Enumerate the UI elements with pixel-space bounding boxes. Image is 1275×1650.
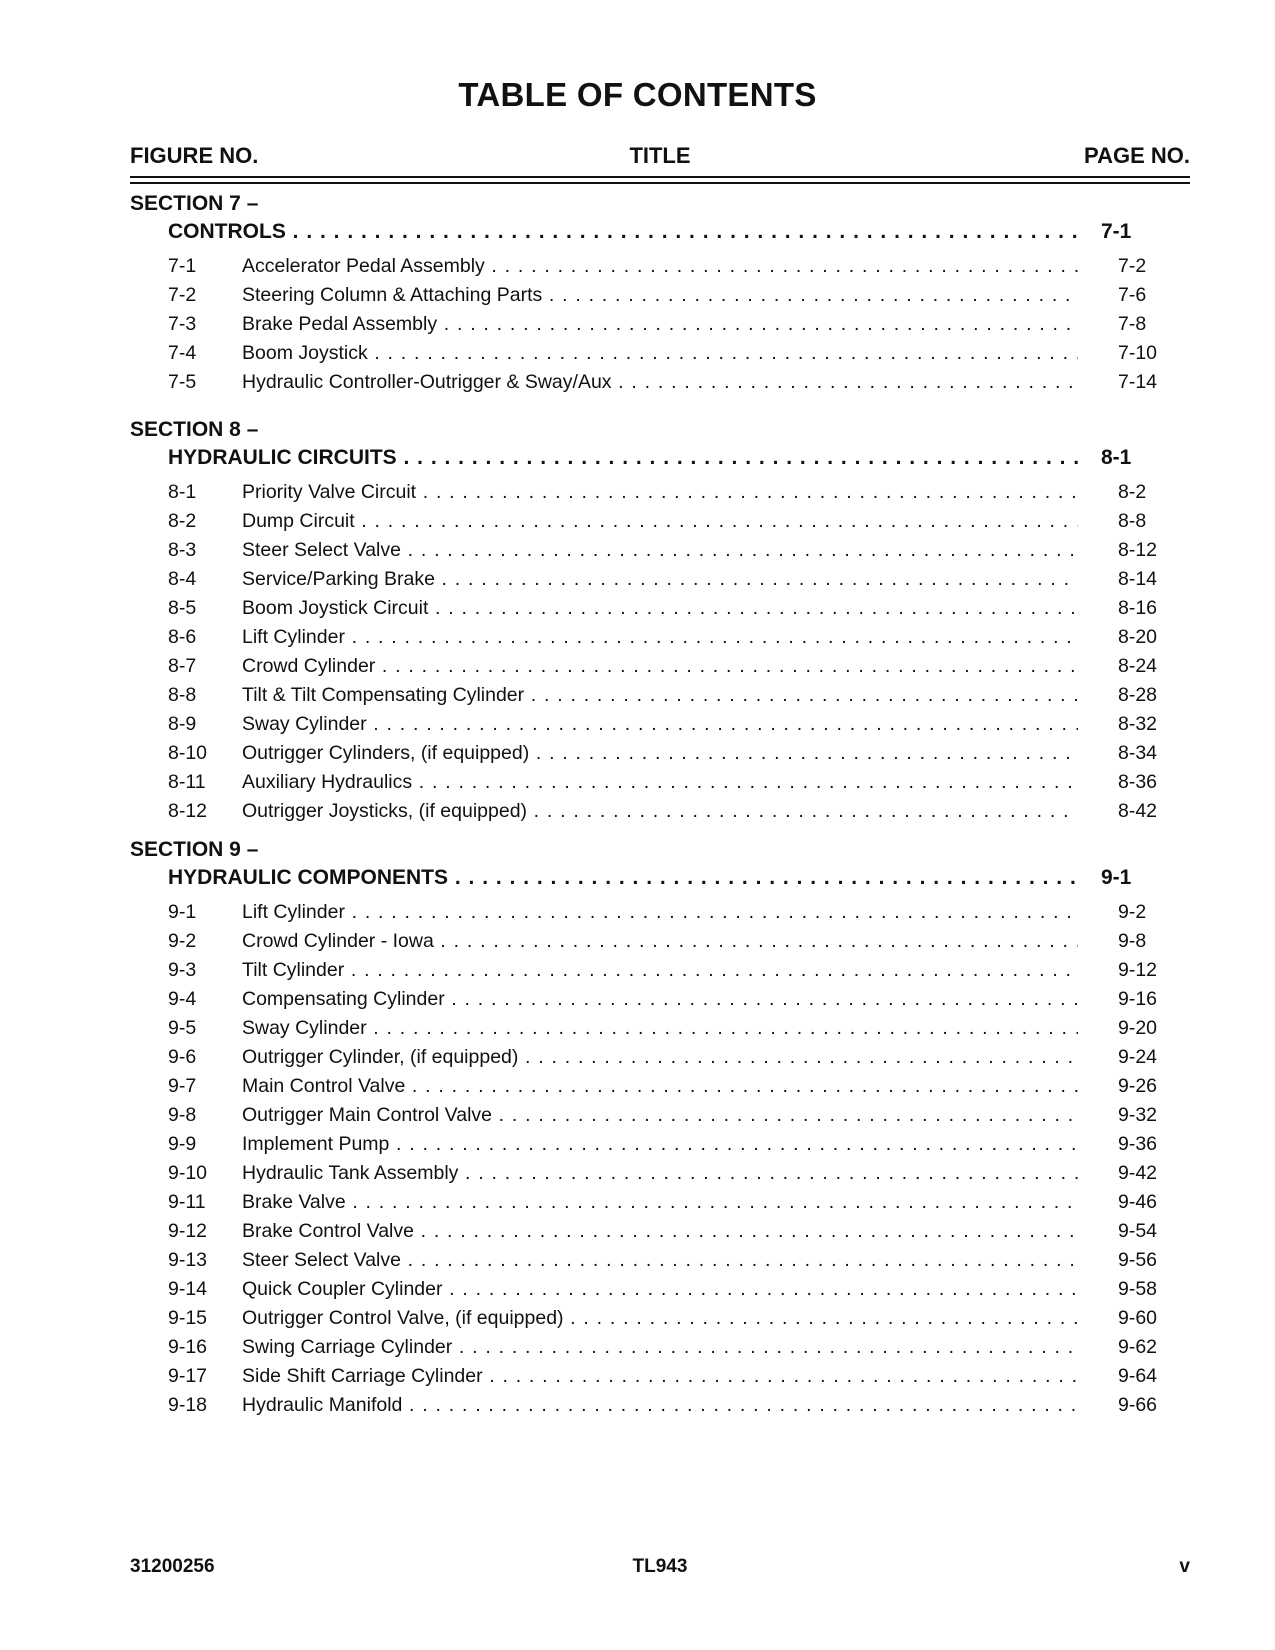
figure-number: 8-8 <box>168 684 197 706</box>
figure-page: 7-14 <box>1118 371 1158 393</box>
toc-entry[interactable] <box>168 281 1168 310</box>
toc-entry[interactable] <box>168 594 1168 623</box>
figure-page: 9-32 <box>1118 1104 1158 1126</box>
figure-title: Main Control Valve . . . <box>242 1072 1078 1101</box>
figure-number: 9-3 <box>168 959 197 981</box>
figure-page: 8-20 <box>1118 626 1158 648</box>
section-page: 8-1 <box>1101 446 1132 469</box>
toc-entry[interactable] <box>168 956 1168 985</box>
figure-page: 9-54 <box>1118 1220 1158 1242</box>
page-number: v <box>1179 1556 1190 1577</box>
figure-number: 9-16 <box>168 1336 208 1358</box>
figure-no-header: FIGURE NO. <box>130 143 259 168</box>
figure-page: 9-16 <box>1118 988 1158 1010</box>
figure-title: Brake Valve . . . <box>242 1188 1078 1217</box>
section-title-row[interactable] <box>168 864 1148 892</box>
figure-page: 8-28 <box>1118 684 1158 706</box>
toc-entry[interactable] <box>168 1043 1168 1072</box>
section-heading: SECTION 8 – <box>130 418 259 441</box>
toc-entry[interactable] <box>168 652 1168 681</box>
title-header: TITLE <box>629 143 691 168</box>
figure-title: Steer Select Valve . . . <box>242 536 1078 565</box>
figure-page: 9-20 <box>1118 1017 1158 1039</box>
figure-title: Tilt Cylinder . . . <box>242 956 1078 985</box>
section-title: HYDRAULIC CIRCUITS . . . <box>168 444 1083 472</box>
figure-number: 9-6 <box>168 1046 197 1068</box>
toc-entry[interactable] <box>168 1130 1168 1159</box>
figure-page: 9-62 <box>1118 1336 1158 1358</box>
header-rule-bottom <box>130 182 1190 184</box>
figure-number: 7-4 <box>168 342 197 364</box>
figure-title: Sway Cylinder . . . <box>242 710 1078 739</box>
figure-title: Compensating Cylinder . . . <box>242 985 1078 1014</box>
toc-entry[interactable] <box>168 1391 1168 1420</box>
figure-title: Side Shift Carriage Cylinder . . . <box>242 1362 1078 1391</box>
figure-page: 8-12 <box>1118 539 1158 561</box>
figure-number: 9-15 <box>168 1307 208 1329</box>
header-rule-top <box>130 176 1190 178</box>
doc-number: 31200256 <box>130 1556 215 1577</box>
figure-page: 8-36 <box>1118 771 1158 793</box>
section-page: 7-1 <box>1101 220 1132 243</box>
entry-list <box>130 478 1190 826</box>
figure-title: Steering Column & Attaching Parts . . . <box>242 281 1078 310</box>
toc-entry[interactable] <box>168 1304 1168 1333</box>
figure-number: 8-10 <box>168 742 208 764</box>
figure-page: 8-32 <box>1118 713 1158 735</box>
figure-number: 9-9 <box>168 1133 197 1155</box>
column-headers <box>130 143 1190 173</box>
toc-entry[interactable] <box>168 1246 1168 1275</box>
figure-title: Accelerator Pedal Assembly . . . <box>242 252 1078 281</box>
figure-number: 8-9 <box>168 713 197 735</box>
figure-title: Outrigger Joysticks, (if equipped) . . . <box>242 797 1078 826</box>
figure-page: 8-24 <box>1118 655 1158 677</box>
figure-page: 8-42 <box>1118 800 1158 822</box>
figure-number: 9-1 <box>168 901 197 923</box>
figure-number: 9-2 <box>168 930 197 952</box>
toc-entry[interactable] <box>168 623 1168 652</box>
toc-entry[interactable] <box>168 1217 1168 1246</box>
toc-entry[interactable] <box>168 1014 1168 1043</box>
toc-entry[interactable] <box>168 1275 1168 1304</box>
toc-entry[interactable] <box>168 536 1168 565</box>
figure-title: Sway Cylinder . . . <box>242 1014 1078 1043</box>
toc-entry[interactable] <box>168 478 1168 507</box>
figure-page: 7-2 <box>1118 255 1147 277</box>
entry-list <box>130 898 1190 1420</box>
figure-page: 9-36 <box>1118 1133 1158 1155</box>
section-title: CONTROLS . . . <box>168 218 1083 246</box>
toc-entry[interactable] <box>168 1362 1168 1391</box>
figure-number: 7-3 <box>168 313 197 335</box>
toc-section <box>130 836 1190 1420</box>
toc-entry[interactable] <box>168 565 1168 594</box>
figure-title: Outrigger Cylinder, (if equipped) . . . <box>242 1043 1078 1072</box>
toc-entry[interactable] <box>168 739 1168 768</box>
figure-page: 9-2 <box>1118 901 1147 923</box>
figure-page: 8-14 <box>1118 568 1158 590</box>
figure-number: 9-5 <box>168 1017 197 1039</box>
toc-entry[interactable] <box>168 252 1168 281</box>
page-footer <box>130 1556 1190 1584</box>
figure-title: Crowd Cylinder - Iowa . . . <box>242 927 1078 956</box>
figure-page: 9-42 <box>1118 1162 1158 1184</box>
figure-title: Quick Coupler Cylinder . . . <box>242 1275 1078 1304</box>
figure-page: 9-64 <box>1118 1365 1158 1387</box>
figure-title: Lift Cylinder . . . <box>242 623 1078 652</box>
section-title-row[interactable] <box>168 444 1148 472</box>
figure-number: 9-4 <box>168 988 197 1010</box>
figure-number: 9-12 <box>168 1220 208 1242</box>
figure-title: Swing Carriage Cylinder . . . <box>242 1333 1078 1362</box>
section-title-row[interactable] <box>168 218 1148 246</box>
toc-entry[interactable] <box>168 797 1168 826</box>
figure-number: 7-5 <box>168 371 197 393</box>
section-heading: SECTION 9 – <box>130 838 259 861</box>
figure-number: 8-6 <box>168 626 197 648</box>
entry-list <box>130 252 1190 397</box>
toc-entry[interactable] <box>168 368 1168 397</box>
figure-number: 9-13 <box>168 1249 208 1271</box>
toc-entry[interactable] <box>168 1333 1168 1362</box>
figure-title: Hydraulic Tank Assembly . . . <box>242 1159 1078 1188</box>
toc-entry[interactable] <box>168 1101 1168 1130</box>
toc-entry[interactable] <box>168 985 1168 1014</box>
figure-number: 8-7 <box>168 655 197 677</box>
figure-title: Boom Joystick . . . <box>242 339 1078 368</box>
figure-page: 7-8 <box>1118 313 1147 335</box>
figure-title: Lift Cylinder . . . <box>242 898 1078 927</box>
figure-page: 9-12 <box>1118 959 1158 981</box>
figure-number: 9-8 <box>168 1104 197 1126</box>
figure-number: 9-14 <box>168 1278 208 1300</box>
figure-page: 7-10 <box>1118 342 1158 364</box>
figure-number: 7-1 <box>168 255 197 277</box>
figure-number: 8-12 <box>168 800 208 822</box>
figure-title: Boom Joystick Circuit . . . <box>242 594 1078 623</box>
toc-entry[interactable] <box>168 1188 1168 1217</box>
figure-title: Brake Control Valve . . . <box>242 1217 1078 1246</box>
figure-title: Outrigger Control Valve, (if equipped) . . . <box>242 1304 1078 1333</box>
toc-entry[interactable] <box>168 927 1168 956</box>
figure-number: 8-1 <box>168 481 197 503</box>
section-page: 9-1 <box>1101 866 1132 889</box>
figure-number: 9-17 <box>168 1365 208 1387</box>
figure-page: 8-34 <box>1118 742 1158 764</box>
figure-page: 9-8 <box>1118 930 1147 952</box>
toc-section <box>130 416 1190 826</box>
toc-entry[interactable] <box>168 898 1168 927</box>
page-title: TABLE OF CONTENTS <box>458 76 817 113</box>
figure-page: 8-2 <box>1118 481 1147 503</box>
toc-entry[interactable] <box>168 339 1168 368</box>
figure-page: 9-58 <box>1118 1278 1158 1300</box>
figure-number: 8-11 <box>168 771 206 793</box>
figure-title: Service/Parking Brake . . . <box>242 565 1078 594</box>
toc-entry[interactable] <box>168 1072 1168 1101</box>
figure-page: 9-24 <box>1118 1046 1158 1068</box>
figure-number: 9-7 <box>168 1075 197 1097</box>
figure-number: 9-18 <box>168 1394 208 1416</box>
toc-entry[interactable] <box>168 710 1168 739</box>
figure-number: 7-2 <box>168 284 197 306</box>
figure-number: 8-3 <box>168 539 197 561</box>
model-name: TL943 <box>632 1556 688 1577</box>
toc-entry[interactable] <box>168 507 1168 536</box>
figure-title: Auxiliary Hydraulics . . . <box>242 768 1078 797</box>
figure-title: Tilt & Tilt Compensating Cylinder . . . <box>242 681 1078 710</box>
toc-entry[interactable] <box>168 310 1168 339</box>
figure-page: 7-6 <box>1118 284 1147 306</box>
figure-title: Brake Pedal Assembly . . . <box>242 310 1078 339</box>
figure-title: Steer Select Valve . . . <box>242 1246 1078 1275</box>
figure-page: 8-16 <box>1118 597 1158 619</box>
figure-title: Dump Circuit . . . <box>242 507 1078 536</box>
section-title: HYDRAULIC COMPONENTS . . . <box>168 864 1083 892</box>
figure-page: 9-46 <box>1118 1191 1158 1213</box>
figure-title: Outrigger Main Control Valve . . . <box>242 1101 1078 1130</box>
toc-entry[interactable] <box>168 1159 1168 1188</box>
figure-number: 8-5 <box>168 597 197 619</box>
figure-number: 9-10 <box>168 1162 208 1184</box>
figure-number: 8-4 <box>168 568 197 590</box>
figure-title: Crowd Cylinder . . . <box>242 652 1078 681</box>
toc-section <box>130 190 1190 397</box>
figure-title: Priority Valve Circuit . . . <box>242 478 1078 507</box>
section-heading: SECTION 7 – <box>130 192 259 215</box>
page-no-header: PAGE NO. <box>1084 143 1190 168</box>
toc-entry[interactable] <box>168 681 1168 710</box>
figure-page: 8-8 <box>1118 510 1147 532</box>
figure-page: 9-26 <box>1118 1075 1158 1097</box>
figure-number: 8-2 <box>168 510 197 532</box>
toc-entry[interactable] <box>168 768 1168 797</box>
figure-title: Hydraulic Controller-Outrigger & Sway/Aux . . . <box>242 368 1078 397</box>
figure-page: 9-56 <box>1118 1249 1158 1271</box>
figure-title: Outrigger Cylinders, (if equipped) . . . <box>242 739 1078 768</box>
figure-page: 9-60 <box>1118 1307 1158 1329</box>
figure-number: 9-11 <box>168 1191 206 1213</box>
figure-page: 9-66 <box>1118 1394 1158 1416</box>
figure-title: Implement Pump . . . <box>242 1130 1078 1159</box>
figure-title: Hydraulic Manifold . . . <box>242 1391 1078 1420</box>
